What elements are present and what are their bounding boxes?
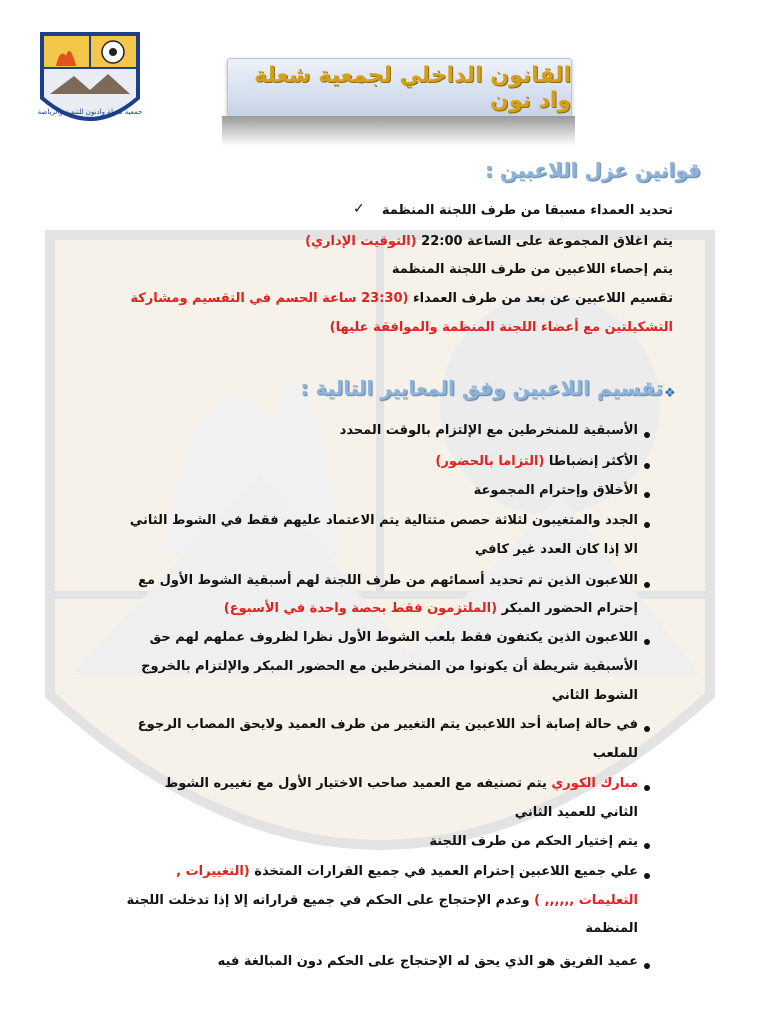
- bullet-icon: [644, 582, 650, 588]
- list-item-continuation: إحترام الحضور المبكر (الملتزمون فقط بحصة واحدة في الأسبوع): [223, 601, 638, 616]
- list-item: علي جميع اللاعبين إحترام العميد في جميع القرارات المتخذة (التغييرات ,: [176, 864, 638, 879]
- rule-line: يتم اغلاق المجموعة على الساعة 22:00 (التوقيت الإداري): [305, 234, 673, 249]
- list-item-continuation: الا إذا كان العدد غير كافي: [474, 542, 638, 557]
- list-item-continuation: التعليمات ,,,,,, ) وعدم الإحتجاج على الحكم في جميع قراراته إلا إذا تدخلت اللجنة: [126, 893, 638, 908]
- list-item-continuation: الشوط الثاني: [551, 688, 638, 703]
- list-item: في حالة إصابة أحد اللاعبين يتم التغيير من طرف العميد ولايحق المصاب الرجوع: [137, 717, 638, 732]
- list-item: الأكثر إنضباطا (التزاما بالحضور): [435, 454, 638, 469]
- list-item-continuation: المنظمة: [585, 921, 638, 936]
- list-item: عميد الفريق هو الذي يحق له الإحتجاج على الحكم دون المبالغة فيه: [217, 954, 638, 969]
- rule-line: تحديد العمداء مسبقا من طرف اللجنة المنظمة: [381, 203, 673, 218]
- list-item: الجدد والمتغيبون لثلاثة حصص متتالية يتم الاعتماد عليهم فقط في الشوط الثاني: [129, 513, 638, 528]
- list-item-continuation: الثاني للعميد الثاني: [514, 805, 638, 820]
- list-item-continuation: للملعب: [592, 746, 638, 761]
- checkmark-icon: ✓: [353, 201, 365, 217]
- bullet-icon: [644, 639, 650, 645]
- list-item-continuation: الأسبقية شريطة أن يكونوا من المنخرطين مع الحضور المبكر والإلتزام بالخروج: [141, 659, 638, 674]
- bullet-icon: [644, 873, 650, 879]
- title-shadow: [222, 116, 575, 146]
- page-title: القانون الداخلي لجمعية شعلة واد نون: [254, 62, 571, 113]
- bullet-icon: [644, 963, 650, 969]
- logo-text: جمعية شعلة وادنون للتنمية والرياضة: [38, 108, 142, 116]
- section-heading-isolation: قوانين عزل اللاعبين :: [484, 158, 701, 182]
- bullet-icon: [644, 463, 650, 469]
- diamond-bullet-icon: ❖: [664, 386, 676, 401]
- section-heading-criteria: تقسيم اللاعبين وفق المعايير التالية :: [300, 376, 663, 400]
- rule-line: يتم إحصاء اللاعبين من طرف اللجنة المنظمة: [391, 262, 673, 277]
- rule-line: تقسيم اللاعبين عن بعد من طرف العمداء (23:30 ساعة الحسم في التقسيم ومشاركة: [130, 291, 673, 306]
- list-item: مبارك الكوري يتم تصنيفه مع العميد صاحب الاختيار الأول مع تغييره الشوط: [164, 776, 638, 791]
- list-item: يتم إختيار الحكم من طرف اللجنة: [429, 834, 638, 849]
- bullet-icon: [644, 522, 650, 528]
- list-item: الأسبقية للمنخرطين مع الإلتزام بالوقت المحدد: [339, 423, 638, 438]
- bullet-icon: [644, 492, 650, 498]
- page-title-box: [227, 58, 572, 117]
- rule-line: التشكيلتين مع أعضاء اللجنة المنظمة والموافقة عليها): [329, 320, 673, 335]
- bullet-icon: [644, 843, 650, 849]
- list-item: اللاعبون الذين تم تحديد أسمائهم من طرف اللجنة لهم أسبقية الشوط الأول مع: [138, 573, 638, 588]
- bullet-icon: [644, 726, 650, 732]
- bullet-icon: [644, 785, 650, 791]
- bullet-icon: [644, 432, 650, 438]
- list-item: الأخلاق وإحترام المجموعة: [473, 483, 638, 498]
- association-logo: [38, 28, 142, 136]
- list-item: اللاعبون الذين يكتفون فقط بلعب الشوط الأول نظرا لظروف عملهم لهم حق: [149, 630, 638, 645]
